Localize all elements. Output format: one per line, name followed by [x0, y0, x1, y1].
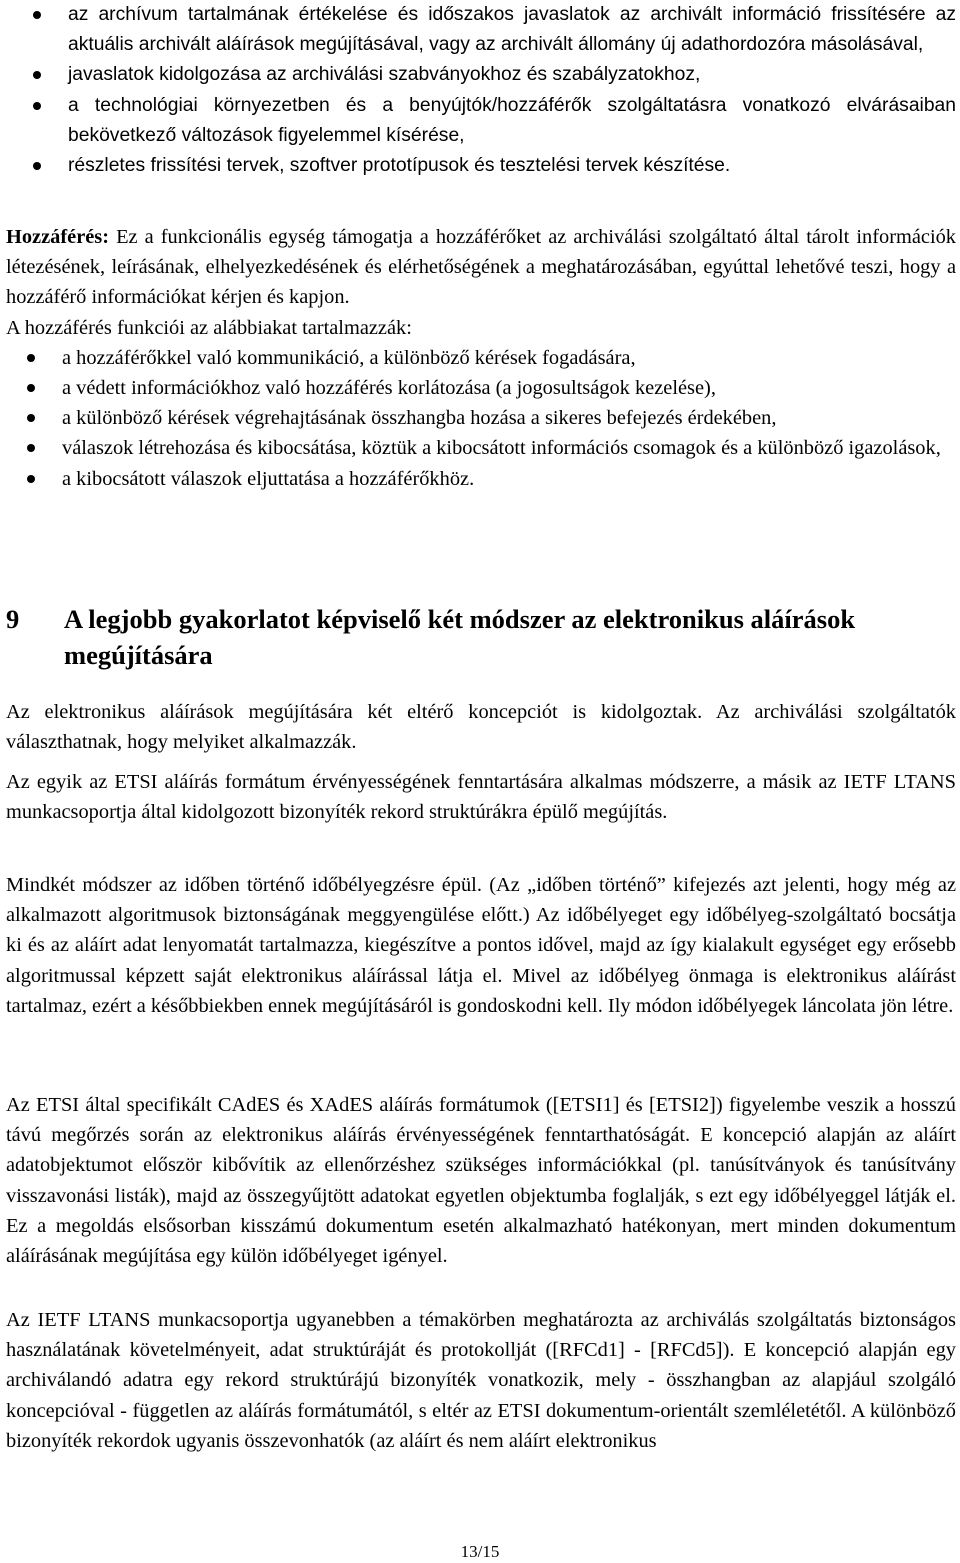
- section-number: 9: [6, 604, 20, 634]
- bullet-icon: [27, 354, 35, 362]
- list-item: a különböző kérések végrehajtásának összhangba hozása a sikeres befejezés érdekében,: [0, 403, 956, 433]
- paragraph: Mindkét módszer az időben történő időbélyegzésre épül. (Az „időben történő” kifejezés azt jelenti, hogy még az alkalmazott algoritmusok biztonságának meggyengülése előtt.) Az időbélyeget egy időbélyeg-szolgáltató bocsátja ki és az aláírt adat lenyomatát tartalmazza, kiegészítve a pontos idővel, majd az így kialakult egységet egy erősebb algoritmussal képzett saját elektronikus aláírással látja el. Mivel az időbélyeg önmaga is elektronikus aláírást tartalmaz, ezért a későbbiekben ennek megújításáról is gondoskodni kell. Ily módon időbélyegek láncolata jön létre.: [6, 874, 956, 1017]
- bullet-icon: [33, 11, 41, 19]
- list-item: válaszok létrehozása és kibocsátása, köztük a kibocsátott információs csomagok és a különböző igazolások,: [0, 433, 956, 463]
- list-item: részletes frissítési tervek, szoftver prototípusok és tesztelési tervek készítése.: [6, 151, 956, 181]
- paragraph: Az IETF LTANS munkacsoportja ugyanebben a témakörben meghatározta az archiválás szolgáltatás biztonságos használatának követelményeit, adat struktúráját és protokollját ([RFCd1] - [RFCd5]). E koncepció alapján egy archiválandó adatra egy rekord struktúrájú bizonyíték vonatkozik, mely - összhangban az alapjául szolgáló koncepcióval - független az aláírás formátumától, s eltér az ETSI dokumentum-orientált szemléletétől. A különböző bizonyíték rekordok ugyanis összevonhatók (az aláírt és nem aláírt elektronikus: [6, 1309, 956, 1452]
- list-item: a kibocsátott válaszok eljuttatása a hozzáférőkhöz.: [0, 464, 956, 494]
- access-section: [6, 222, 956, 494]
- bullet-icon: [33, 102, 41, 110]
- list-item: a védett információkhoz való hozzáférés korlátozása (a jogosultságok kezelése),: [0, 373, 956, 403]
- paragraph: Az ETSI által specifikált CAdES és XAdES aláírás formátumok ([ETSI1] és [ETSI2]) figyelembe veszik a hosszú távú megőrzés során az elektronikus aláírás érvényességének fenntarthatóságát. E koncepció alapján az aláírt adatobjektumot először kibővítik az ellenőrzéshez szükséges információkkal (pl. tanúsítványok és tanúsítvány visszavonási listák), majd az összegyűjtött adatokat egyetlen objektumba foglalják, s ezt egy időbélyeggel látják el. Ez a megoldás elsősorban kisszámú dokumentum esetén alkalmazható hatékonyan, mert minden dokumentum aláírásának megújítása egy külön időbélyeget igényel.: [6, 1094, 956, 1268]
- access-functions-list: [0, 343, 956, 494]
- access-intro: A hozzáférés funkciói az alábbiakat tartalmazzák:: [6, 316, 412, 339]
- access-text: Ez a funkcionális egység támogatja a hozzáférőket az archiválási szolgáltató által tárolt információk létezésének, leírásának, elhelyezkedésének és elérhetőségének a meghatározásában, egyúttal lehetővé teszi, hogy a hozzáférő információkat kérjen és kapjon.: [6, 226, 956, 309]
- bullet-icon: [33, 162, 41, 170]
- paragraph: Az elektronikus aláírások megújítására két eltérő koncepciót is kidolgoztak. Az archiválási szolgáltatók választhatnak, hogy melyiket alkalmazzák.: [6, 701, 956, 754]
- bullet-icon: [33, 71, 41, 79]
- access-label: Hozzáférés:: [6, 226, 110, 248]
- list-item: a hozzáférőkkel való kommunikáció, a különböző kérések fogadására,: [0, 343, 956, 373]
- bullet-icon: [27, 475, 35, 483]
- access-paragraph: [6, 222, 956, 313]
- list-item: az archívum tartalmának értékelése és időszakos javaslatok az archivált információ frissítésére az aktuális archivált aláírások megújításával, vagy az archivált állomány új adathordozóra másolásával,: [6, 0, 956, 60]
- section-heading: [6, 601, 956, 673]
- bullet-icon: [27, 444, 35, 452]
- page-number: 13/15: [460, 1542, 500, 1561]
- list-item: javaslatok kidolgozása az archiválási szabványokhoz és szabályzatokhoz,: [6, 60, 956, 90]
- list-item: a technológiai környezetben és a benyújtók/hozzáférők szolgáltatásra vonatkozó elvárásaiban bekövetkező változások figyelemmel kísérése,: [6, 91, 956, 151]
- bullet-icon: [27, 384, 35, 392]
- archive-tasks-list: [6, 0, 956, 181]
- section-title: A legjobb gyakorlatot képviselő két módszer az elektronikus aláírások megújítására: [64, 604, 856, 670]
- bullet-icon: [27, 414, 35, 422]
- paragraph: Az egyik az ETSI aláírás formátum érvényességének fenntartására alkalmas módszerre, a másik az IETF LTANS munkacsoportja által kidolgozott bizonyíték rekord struktúrákra épülő megújítás.: [6, 771, 956, 824]
